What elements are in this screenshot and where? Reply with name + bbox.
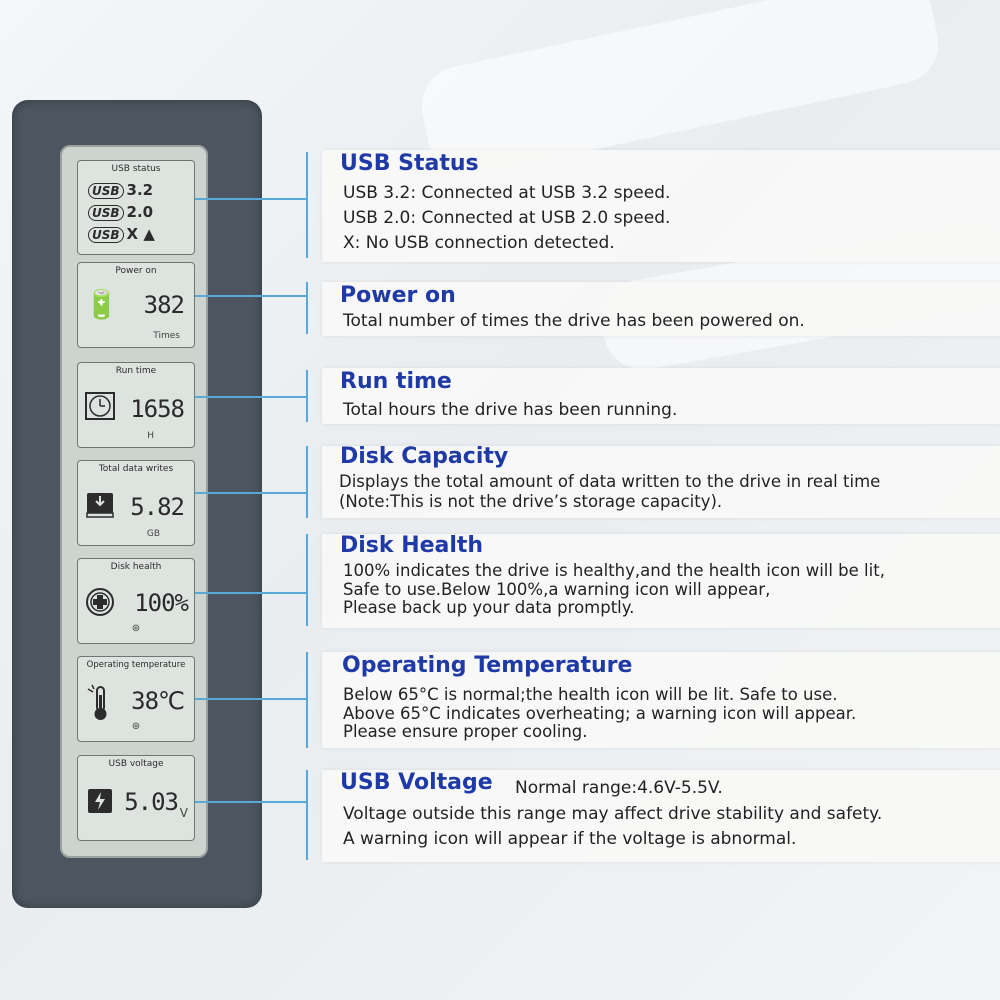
data-writes-unit: GB (146, 529, 160, 539)
usb-status-value: 3.2 (126, 181, 154, 199)
data-writes-panel (77, 460, 195, 546)
power-on-value: 382 (143, 291, 184, 319)
usb-voltage-heading: USB Voltage (340, 770, 493, 795)
description-line: Above 65°C indicates overheating; a warning icon will appear. (343, 704, 857, 723)
connector-line (306, 534, 308, 626)
description-line: (Note:This is not the drive’s storage capacity). (339, 492, 723, 511)
run-time-panel (77, 362, 195, 448)
description-line: Total number of times the drive has been powered on. (343, 311, 805, 331)
panel-title: Operating temperature (86, 660, 186, 670)
panel-title: USB voltage (108, 759, 164, 769)
connector-line (306, 282, 308, 334)
description-line: A warning icon will appear if the voltage is abnormal. (343, 829, 797, 849)
description-line: USB 3.2: Connected at USB 3.2 speed. (343, 183, 671, 203)
usb-status-value: 2.0 (126, 203, 154, 221)
connector-line (195, 396, 307, 398)
panel-title: Power on (115, 266, 157, 276)
data-writes-value: 5.82 (130, 493, 184, 521)
description-line: 100% indicates the drive is healthy,and the health icon will be lit, (343, 561, 885, 580)
battery-plug-icon: 🔋 (84, 288, 119, 321)
panel-title: Run time (115, 366, 157, 376)
disk-health-panel (77, 558, 195, 644)
temperature-heading: Operating Temperature (342, 653, 633, 678)
disk-health-heading: Disk Health (340, 533, 484, 558)
power-on-panel (77, 262, 195, 348)
panel-title: Total data writes (98, 464, 174, 474)
usb-voltage-panel (77, 755, 195, 841)
status-indicator-icon: ⊛ (131, 721, 141, 732)
connector-line (306, 152, 308, 258)
temperature-value: 38℃ (131, 687, 184, 715)
connector-line (195, 801, 307, 803)
health-cross-icon (84, 587, 116, 619)
description-line: Displays the total amount of data written to the drive in real time (339, 472, 881, 491)
disk-download-icon (84, 489, 116, 521)
description-line: Please back up your data promptly. (343, 598, 635, 617)
power-on-heading: Power on (340, 283, 456, 308)
run-time-value: 1658 (130, 395, 184, 423)
connector-line (195, 198, 307, 200)
connector-line (195, 295, 307, 297)
usb-status-heading: USB Status (340, 151, 479, 176)
usb-logo-icon: USB (88, 205, 124, 221)
description-line: USB 2.0: Connected at USB 2.0 speed. (343, 208, 671, 228)
usb-status-row (88, 181, 153, 199)
usb-status-row (88, 203, 153, 221)
run-time-heading: Run time (340, 369, 452, 394)
description-line: Voltage outside this range may affect drive stability and safety. (343, 804, 883, 824)
description-line: Total hours the drive has been running. (343, 400, 678, 420)
usb-status-panel (77, 160, 195, 255)
run-time-unit: H (147, 431, 154, 441)
description-line: Below 65°C is normal;the health icon will be lit. Safe to use. (343, 685, 838, 704)
connector-line (306, 770, 308, 860)
connector-line (306, 370, 308, 422)
disk-health-value: 100% (134, 589, 188, 617)
connector-line (195, 698, 307, 700)
thermometer-icon (84, 683, 116, 715)
voltage-range-text: Normal range:4.6V-5.5V. (515, 778, 723, 798)
usb-status-value: X ▲ (126, 225, 155, 243)
panel-title: Disk health (110, 562, 162, 572)
temperature-panel (77, 656, 195, 742)
description-line: Please ensure proper cooling. (343, 722, 588, 741)
connector-line (306, 446, 308, 518)
panel-title: USB status (111, 164, 161, 174)
usb-status-row (88, 225, 155, 243)
connector-line (195, 492, 307, 494)
connector-line (195, 592, 307, 594)
usb-voltage-unit: V (179, 806, 188, 820)
description-line: Safe to use.Below 100%,a warning icon will appear, (343, 580, 771, 599)
usb-logo-icon: USB (88, 227, 124, 243)
disk-capacity-heading: Disk Capacity (340, 444, 509, 469)
description-line: X: No USB connection detected. (343, 233, 615, 253)
connector-line (306, 652, 308, 748)
usb-logo-icon: USB (88, 183, 124, 199)
clock-icon (84, 391, 116, 423)
usb-voltage-value: 5.03 (124, 788, 178, 816)
power-on-unit: Times (153, 331, 180, 341)
usb-charge-icon (84, 786, 116, 818)
status-indicator-icon: ⊛ (131, 623, 141, 634)
